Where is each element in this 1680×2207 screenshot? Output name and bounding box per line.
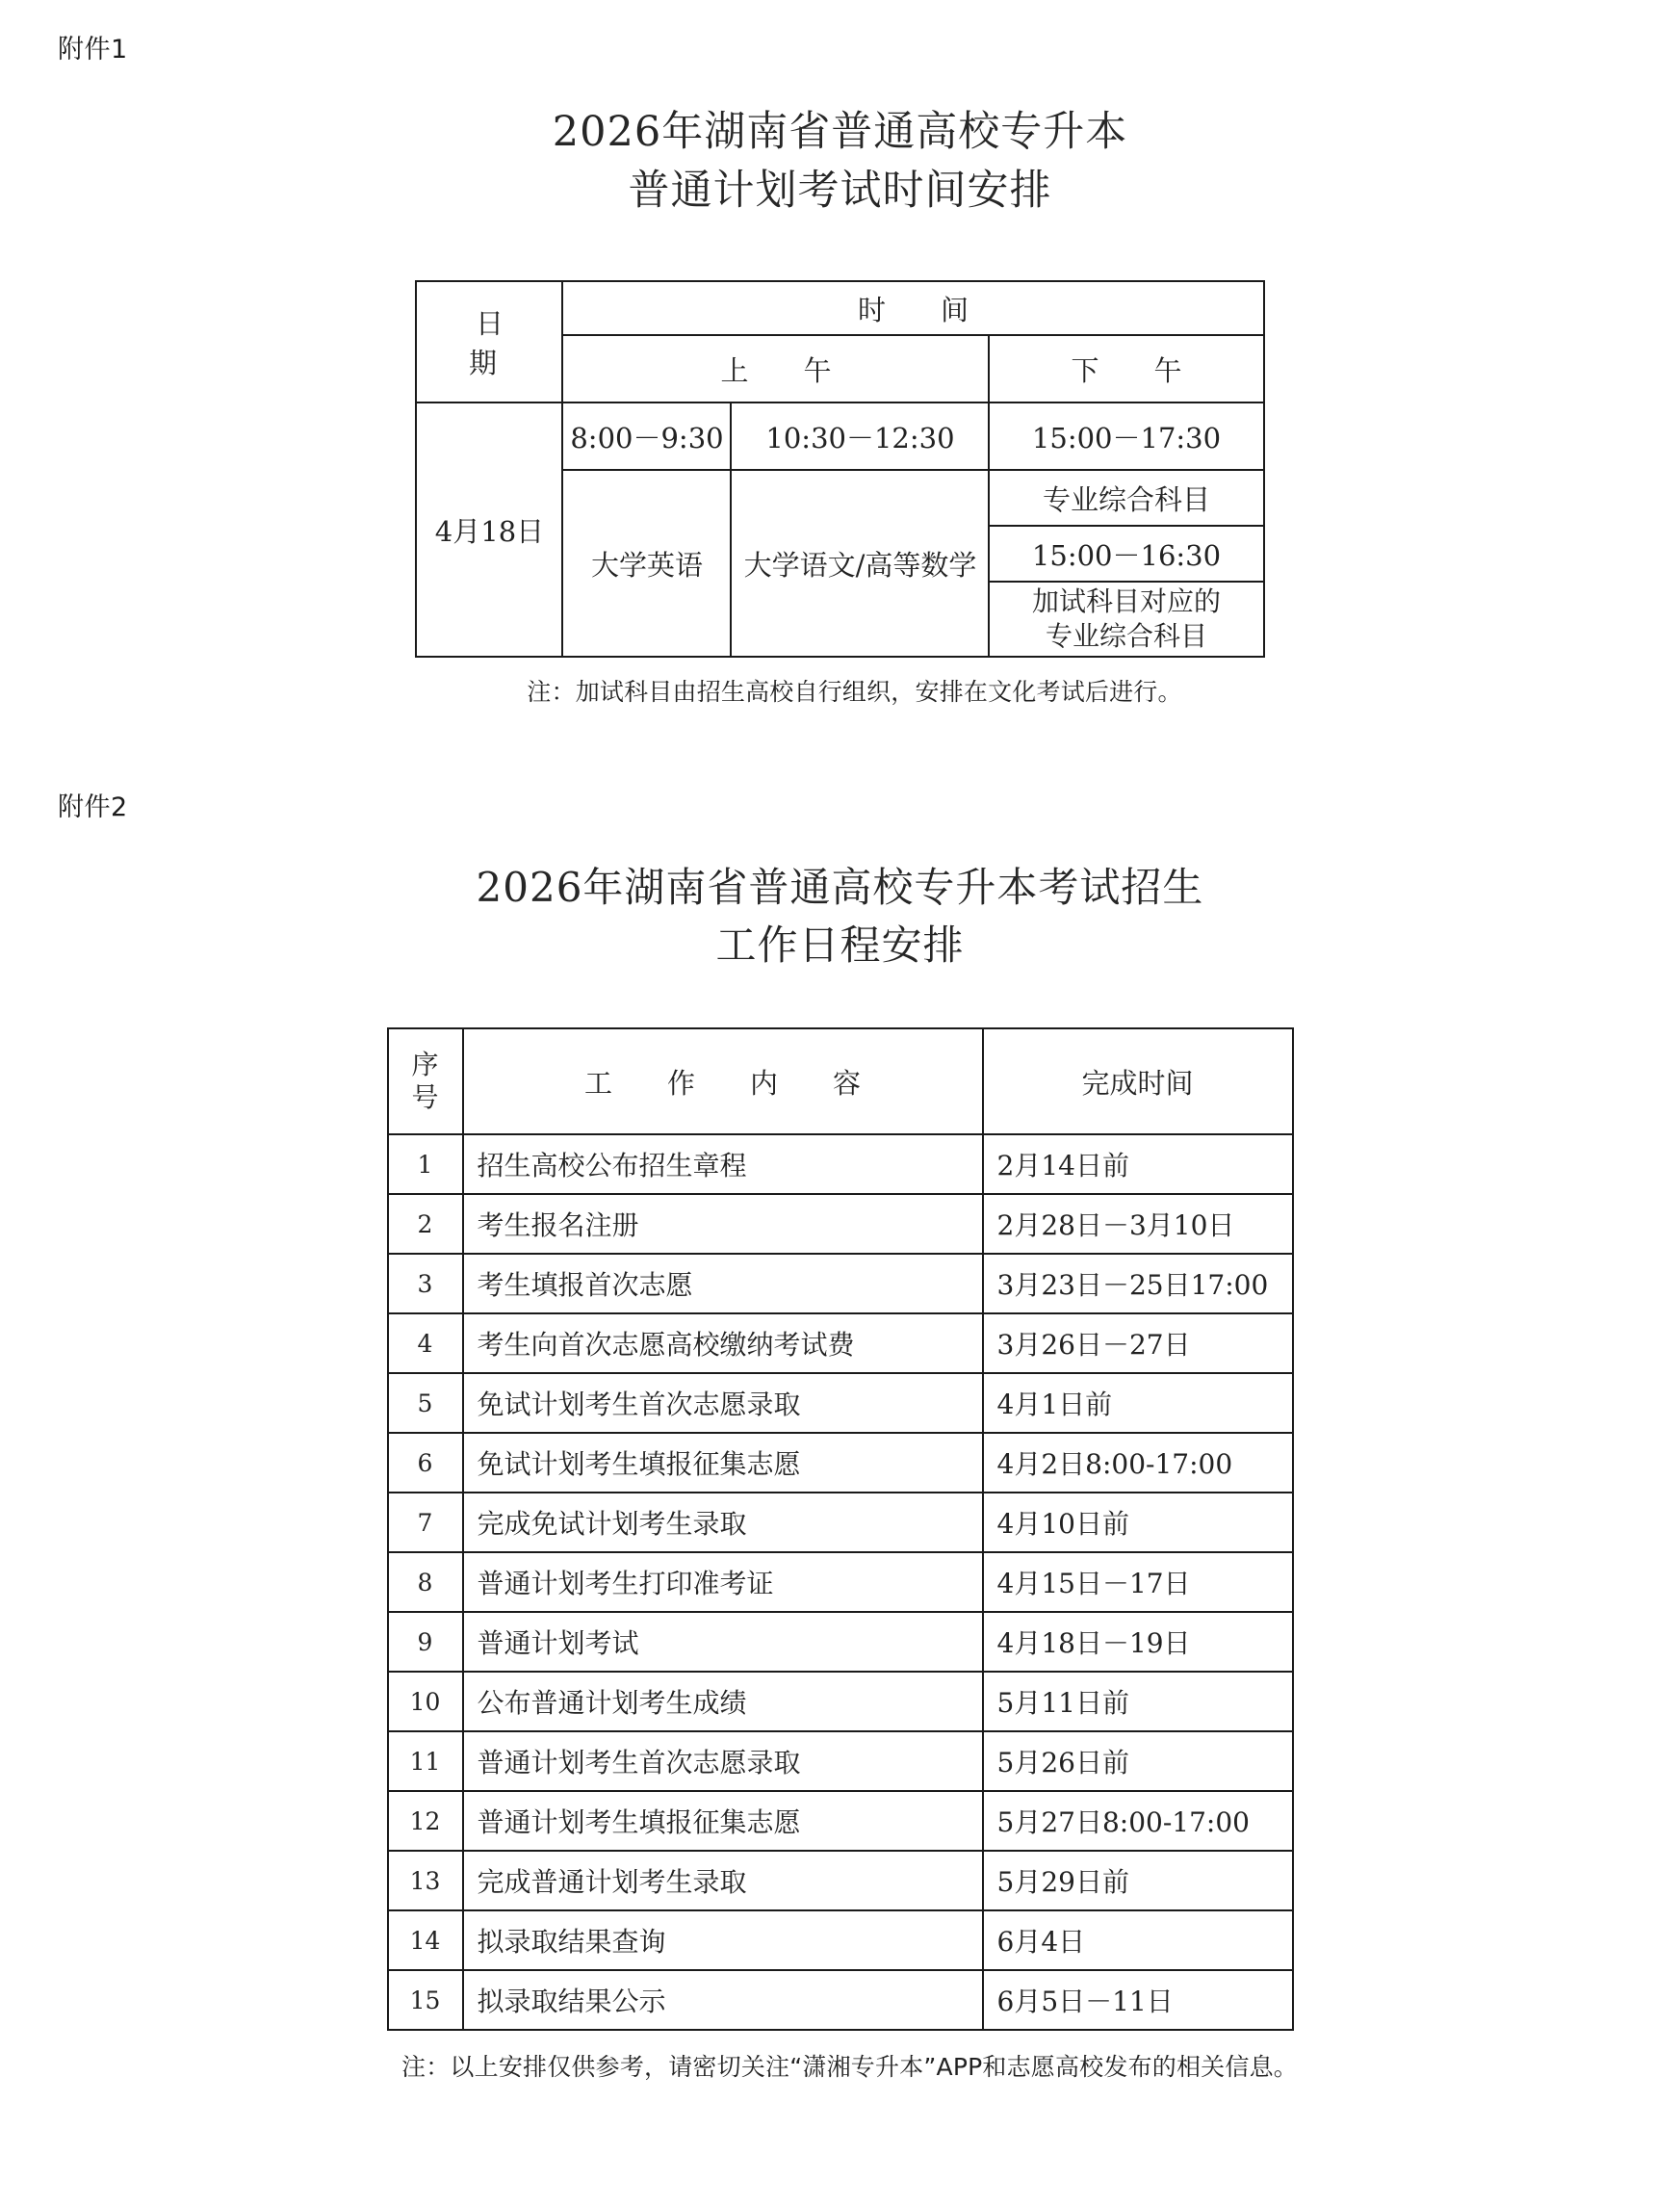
cell-deadline: 4月10日前 <box>983 1493 1293 1552</box>
cell-serial-no: 5 <box>388 1373 463 1433</box>
header-serial-no-line1: 序 <box>411 1049 439 1081</box>
table-row <box>388 1134 1293 1194</box>
table-row <box>388 1910 1293 1970</box>
header-serial-no <box>388 1028 463 1134</box>
table-row <box>388 1552 1293 1612</box>
cell-deadline: 5月27日8:00-17:00 <box>983 1791 1293 1851</box>
table-row <box>388 1313 1293 1373</box>
cell-work-content: 拟录取结果公示 <box>463 1970 983 2030</box>
header-time: 时 间 <box>562 281 1263 335</box>
cell-deadline: 5月29日前 <box>983 1851 1293 1910</box>
cell-deadline: 5月26日前 <box>983 1731 1293 1791</box>
cell-afternoon-slot-2: 15:00－16:30 <box>989 526 1263 582</box>
cell-deadline: 4月1日前 <box>983 1373 1293 1433</box>
header-work-content: 工 作 内 容 <box>463 1028 983 1134</box>
header-deadline: 完成时间 <box>983 1028 1293 1134</box>
cell-work-content: 普通计划考生首次志愿录取 <box>463 1731 983 1791</box>
attachment1-title-line1: 2026年湖南省普通高校专升本 <box>552 108 1128 157</box>
cell-deadline: 5月11日前 <box>983 1672 1293 1731</box>
cell-morning-slot-2: 10:30－12:30 <box>731 402 989 470</box>
attachment2-title-line1: 2026年湖南省普通高校专升本考试招生 <box>476 863 1204 911</box>
table-row <box>388 1791 1293 1851</box>
work-schedule-table <box>387 1027 1294 2031</box>
table-row <box>388 1433 1293 1493</box>
cell-subject-afternoon-2-line1: 加试科目对应的 <box>1031 585 1221 618</box>
cell-subject-afternoon-2 <box>989 582 1263 657</box>
table-row <box>388 1672 1293 1731</box>
cell-morning-slot-1: 8:00－9:30 <box>562 402 731 470</box>
attachment1-title-line2: 普通计划考试时间安排 <box>628 167 1052 216</box>
cell-work-content: 完成普通计划考生录取 <box>463 1851 983 1910</box>
cell-work-content: 普通计划考生填报征集志愿 <box>463 1791 983 1851</box>
table-row <box>388 1194 1293 1254</box>
cell-serial-no: 9 <box>388 1612 463 1672</box>
cell-serial-no: 15 <box>388 1970 463 2030</box>
cell-deadline: 2月28日－3月10日 <box>983 1194 1293 1254</box>
exam-schedule-table-wrapper <box>58 280 1622 658</box>
attachment1-note: 注：加试科目由招生高校自行组织，安排在文化考试后进行。 <box>527 677 1182 706</box>
cell-subject-afternoon-2-line2: 专业综合科目 <box>1045 620 1207 653</box>
cell-serial-no: 1 <box>388 1134 463 1194</box>
cell-deadline: 2月14日前 <box>983 1134 1293 1194</box>
cell-work-content: 考生向首次志愿高校缴纳考试费 <box>463 1313 983 1373</box>
cell-serial-no: 11 <box>388 1731 463 1791</box>
cell-deadline: 6月5日－11日 <box>983 1970 1293 2030</box>
header-date: 日 期 <box>416 281 562 402</box>
header-serial-no-line2: 号 <box>411 1081 439 1114</box>
table-row <box>416 281 1263 335</box>
cell-work-content: 普通计划考生打印准考证 <box>463 1552 983 1612</box>
cell-deadline: 4月2日8:00-17:00 <box>983 1433 1293 1493</box>
table-row <box>388 1731 1293 1791</box>
cell-serial-no: 6 <box>388 1433 463 1493</box>
cell-subject-afternoon-1: 专业综合科目 <box>989 470 1263 526</box>
cell-deadline: 3月26日－27日 <box>983 1313 1293 1373</box>
cell-subject-morning-2: 大学语文/高等数学 <box>731 470 989 657</box>
table-row <box>388 1254 1293 1313</box>
cell-deadline: 6月4日 <box>983 1910 1293 1970</box>
table-row <box>388 1970 1293 2030</box>
cell-deadline: 4月15日－17日 <box>983 1552 1293 1612</box>
table-row <box>416 402 1263 470</box>
cell-work-content: 公布普通计划考生成绩 <box>463 1672 983 1731</box>
cell-subject-morning-1: 大学英语 <box>562 470 731 657</box>
table-row <box>388 1493 1293 1552</box>
attachment2-title <box>58 859 1622 974</box>
cell-serial-no: 13 <box>388 1851 463 1910</box>
cell-work-content: 考生报名注册 <box>463 1194 983 1254</box>
header-morning: 上 午 <box>562 335 989 402</box>
attachment2-note: 注：以上安排仅供参考，请密切关注“潇湘专升本”APP和志愿高校发布的相关信息。 <box>401 2053 1298 2082</box>
attachment1-title <box>58 103 1622 221</box>
cell-work-content: 普通计划考试 <box>463 1612 983 1672</box>
table-row <box>388 1612 1293 1672</box>
cell-work-content: 免试计划考生首次志愿录取 <box>463 1373 983 1433</box>
table-row <box>388 1851 1293 1910</box>
cell-work-content: 招生高校公布招生章程 <box>463 1134 983 1194</box>
cell-serial-no: 7 <box>388 1493 463 1552</box>
attachment2-title-line2: 工作日程安排 <box>715 921 965 969</box>
exam-schedule-table <box>415 280 1264 658</box>
attachment2-label: 附件2 <box>58 792 128 822</box>
cell-serial-no: 2 <box>388 1194 463 1254</box>
cell-afternoon-slot-1: 15:00－17:30 <box>989 402 1263 470</box>
table-row <box>388 1373 1293 1433</box>
work-schedule-table-wrapper <box>58 1027 1622 2031</box>
cell-serial-no: 4 <box>388 1313 463 1373</box>
cell-serial-no: 3 <box>388 1254 463 1313</box>
cell-serial-no: 12 <box>388 1791 463 1851</box>
header-afternoon: 下 午 <box>989 335 1263 402</box>
cell-work-content: 拟录取结果查询 <box>463 1910 983 1970</box>
attachment1-label: 附件1 <box>58 35 128 65</box>
cell-deadline: 3月23日－25日17:00 <box>983 1254 1293 1313</box>
table-header-row <box>388 1028 1293 1134</box>
cell-serial-no: 8 <box>388 1552 463 1612</box>
cell-serial-no: 14 <box>388 1910 463 1970</box>
cell-work-content: 免试计划考生填报征集志愿 <box>463 1433 983 1493</box>
cell-work-content: 考生填报首次志愿 <box>463 1254 983 1313</box>
cell-serial-no: 10 <box>388 1672 463 1731</box>
cell-exam-date: 4月18日 <box>416 402 562 657</box>
cell-deadline: 4月18日－19日 <box>983 1612 1293 1672</box>
cell-work-content: 完成免试计划考生录取 <box>463 1493 983 1552</box>
